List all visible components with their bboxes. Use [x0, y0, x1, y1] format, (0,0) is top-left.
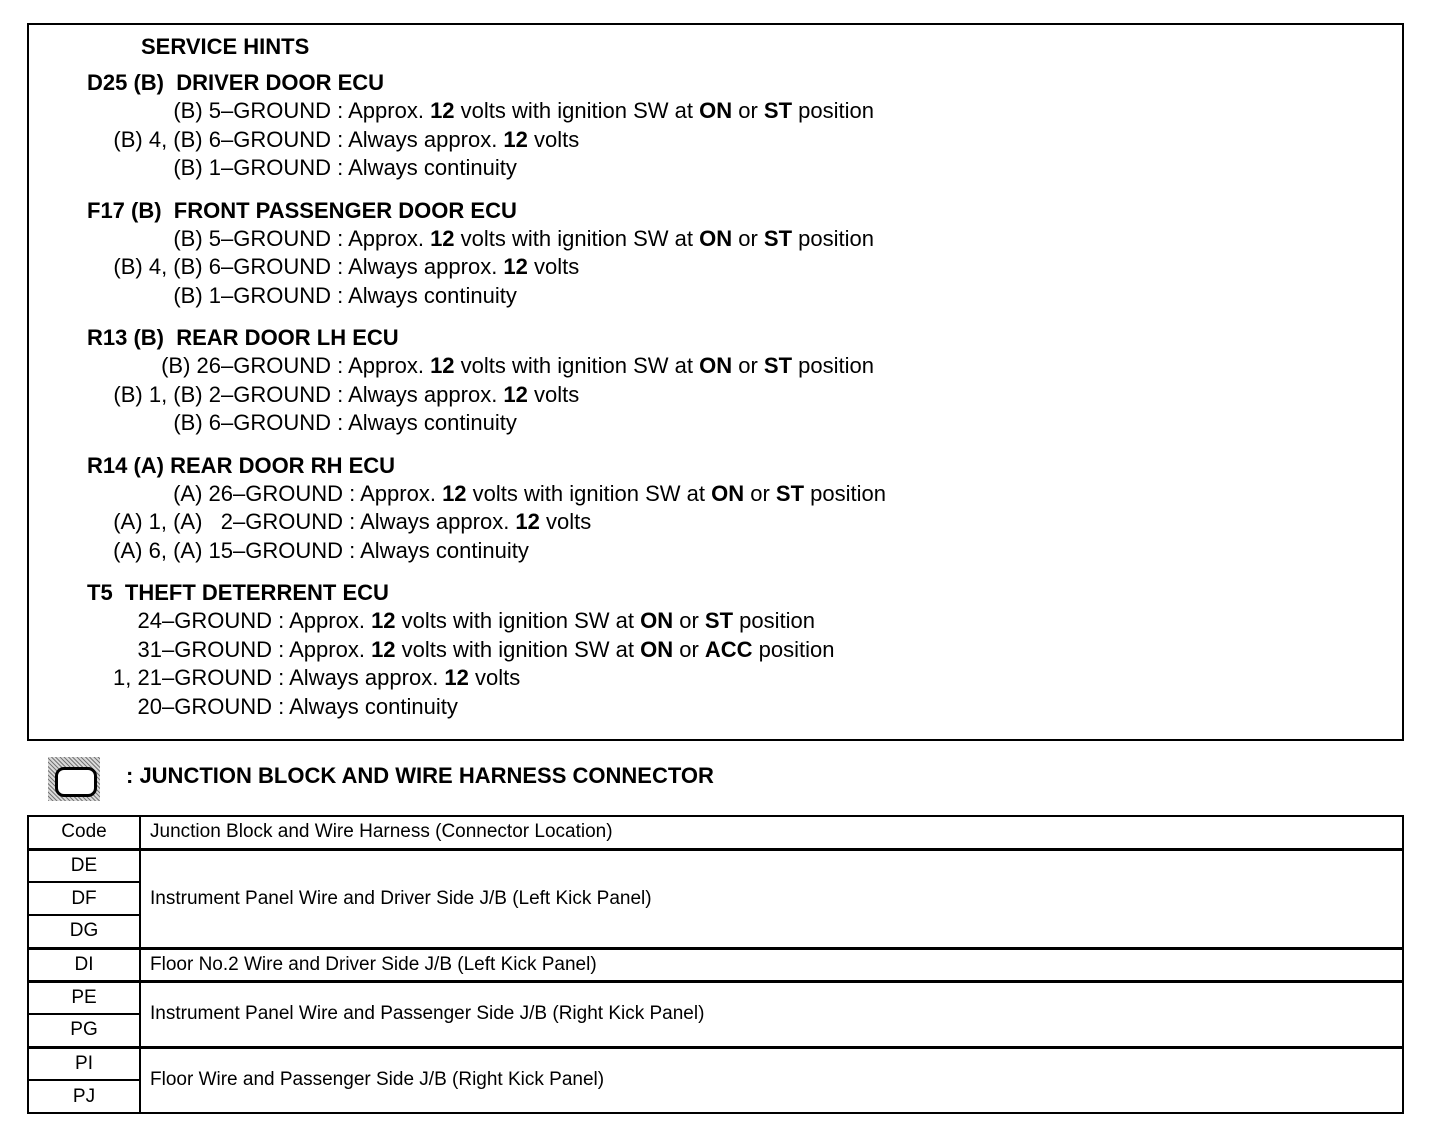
hint-value-bold: ST: [704, 608, 734, 633]
hint-separator: :: [272, 665, 290, 690]
hint-text: Approx.: [289, 608, 372, 633]
hint-value-bold: 12: [503, 254, 528, 279]
table-row: [28, 1047, 1403, 1080]
hint-separator: :: [331, 353, 349, 378]
code-cell: DF: [28, 882, 140, 915]
hint-text: volts with ignition SW at: [466, 480, 712, 506]
hint-section: [87, 197, 1387, 311]
hint-text: Approx.: [360, 480, 443, 506]
hint-separator: :: [331, 155, 349, 180]
hint-separator: :: [331, 126, 349, 152]
hint-text: position: [792, 98, 874, 123]
hint-separator: :: [331, 381, 349, 407]
hint-line: [87, 636, 1387, 665]
hint-value-bold: 12: [515, 509, 540, 534]
hint-value-bold: ST: [763, 98, 793, 123]
hint-text: position: [792, 353, 874, 378]
hint-line: [87, 253, 1387, 282]
hint-line: [87, 154, 1387, 183]
hint-line: [87, 607, 1387, 636]
hint-text: Approx.: [348, 225, 431, 251]
hint-terminals: (B) 5–GROUND: [173, 225, 331, 251]
header-location: Junction Block and Wire Harness (Connector Location): [140, 816, 1403, 849]
hint-terminals: (A) 6, (A) 15–GROUND: [113, 537, 343, 563]
hint-value-bold: ON: [640, 608, 674, 633]
hint-separator: :: [331, 98, 349, 123]
hint-line: [87, 381, 1387, 410]
table-row: [28, 849, 1403, 882]
hint-text: volts with ignition SW at: [454, 225, 700, 251]
hint-terminals: (B) 5–GROUND: [173, 98, 331, 123]
code-cell: DG: [28, 915, 140, 948]
hint-terminals: (B) 26–GROUND: [161, 353, 331, 378]
hint-line: [87, 508, 1387, 537]
hint-value-bold: ON: [640, 636, 674, 662]
legend-text: : JUNCTION BLOCK AND WIRE HARNESS CONNECTOR: [126, 763, 714, 788]
hint-text: volts: [527, 254, 580, 279]
hint-text: Always approx.: [348, 381, 504, 407]
hint-line: [87, 225, 1387, 254]
hint-terminals: 31–GROUND: [137, 636, 272, 662]
hint-line: [87, 126, 1387, 155]
hint-value-bold: ACC: [704, 636, 753, 662]
hint-text: position: [752, 636, 835, 662]
hint-text: position: [792, 225, 874, 251]
code-cell: PG: [28, 1014, 140, 1047]
code-cell: PE: [28, 981, 140, 1014]
hint-terminals: (A) 1, (A) 2–GROUND: [113, 509, 343, 534]
hint-text: volts: [527, 126, 580, 152]
hint-text: Approx.: [348, 353, 431, 378]
hint-section-heading: D25 (B) DRIVER DOOR ECU: [87, 70, 385, 95]
hint-section-heading: R14 (A) REAR DOOR RH ECU: [87, 452, 396, 478]
junction-block-connector-icon: [48, 757, 100, 801]
table-header-row: [28, 816, 1403, 849]
hint-value-bold: ST: [763, 353, 793, 378]
hint-separator: :: [331, 282, 349, 308]
hint-terminals: (B) 1–GROUND: [173, 155, 331, 180]
hint-section-heading: R13 (B) REAR DOOR LH ECU: [87, 325, 399, 350]
service-hints-box: [27, 23, 1404, 741]
hint-text: position: [733, 608, 815, 633]
hint-terminals: (B) 1, (B) 2–GROUND: [113, 381, 331, 407]
hint-terminals: (B) 1–GROUND: [173, 282, 331, 308]
hint-line: [87, 480, 1387, 509]
legend: [44, 757, 944, 805]
hint-text: or: [732, 225, 764, 251]
hint-section: [87, 579, 1387, 721]
hint-value-bold: 12: [503, 381, 528, 407]
hint-line: [87, 693, 1387, 722]
hint-text: Always approx.: [360, 509, 516, 534]
hint-separator: :: [331, 410, 349, 435]
hint-text: Approx.: [348, 98, 431, 123]
hint-terminals: (A) 26–GROUND: [173, 480, 343, 506]
hint-separator: :: [272, 693, 290, 719]
code-cell: DI: [28, 948, 140, 981]
hint-terminals: 1, 21–GROUND: [113, 665, 272, 690]
hint-section: [87, 69, 1387, 183]
hint-terminals: (B) 4, (B) 6–GROUND: [113, 126, 331, 152]
hint-separator: :: [272, 636, 290, 662]
hint-section-heading: T5 THEFT DETERRENT ECU: [87, 580, 389, 605]
hint-text: Approx.: [289, 636, 372, 662]
hint-line: [87, 352, 1387, 381]
hint-line: [87, 537, 1387, 566]
hint-text: Always approx.: [289, 665, 445, 690]
hint-text: or: [744, 480, 776, 506]
hint-value-bold: ON: [699, 225, 733, 251]
hint-terminals: (B) 4, (B) 6–GROUND: [113, 254, 331, 279]
hint-value-bold: 12: [442, 480, 467, 506]
hint-text: or: [732, 98, 764, 123]
location-cell: Floor Wire and Passenger Side J/B (Right Kick Panel): [140, 1047, 1403, 1113]
hint-text: volts with ignition SW at: [454, 353, 700, 378]
hint-value-bold: 12: [430, 225, 455, 251]
hint-value-bold: ST: [763, 225, 793, 251]
hint-line: [87, 97, 1387, 126]
code-cell: PI: [28, 1047, 140, 1080]
hint-line: [87, 282, 1387, 311]
hint-terminals: 20–GROUND: [137, 693, 272, 719]
hint-value-bold: ON: [699, 98, 733, 123]
hint-line: [87, 664, 1387, 693]
hint-separator: :: [272, 608, 290, 633]
header-code: Code: [28, 816, 140, 849]
hint-section: [87, 324, 1387, 438]
hint-text: Always approx.: [348, 254, 504, 279]
table-body: [28, 849, 1403, 1113]
table-row: [28, 948, 1403, 981]
hint-value-bold: 12: [430, 98, 455, 123]
hint-text: volts: [527, 381, 580, 407]
hint-value-bold: ST: [775, 480, 805, 506]
hint-separator: :: [343, 509, 361, 534]
hint-line: [87, 409, 1387, 438]
hint-terminals: 24–GROUND: [137, 608, 272, 633]
hint-terminals: (B) 6–GROUND: [173, 410, 331, 435]
hint-value-bold: 12: [503, 126, 528, 152]
hint-value-bold: ON: [699, 353, 733, 378]
hint-text: Always continuity: [348, 282, 517, 308]
hint-text: Always continuity: [348, 410, 517, 435]
hint-text: position: [804, 480, 886, 506]
hint-value-bold: ON: [711, 480, 745, 506]
hint-value-bold: 12: [371, 636, 396, 662]
location-cell: Instrument Panel Wire and Passenger Side J/B (Right Kick Panel): [140, 981, 1403, 1047]
hint-text: volts: [468, 665, 521, 690]
hint-section-heading: F17 (B) FRONT PASSENGER DOOR ECU: [87, 197, 517, 223]
hint-text: volts with ignition SW at: [395, 608, 641, 633]
hint-section: [87, 452, 1387, 566]
junction-block-table: [27, 815, 1404, 1114]
hint-text: volts with ignition SW at: [454, 98, 700, 123]
hint-separator: :: [331, 225, 349, 251]
hint-text: Always continuity: [360, 537, 529, 563]
hint-text: Always continuity: [289, 693, 458, 719]
table-row: [28, 981, 1403, 1014]
hint-text: volts: [539, 509, 592, 534]
hint-text: volts with ignition SW at: [395, 636, 641, 662]
hint-text: or: [673, 636, 705, 662]
service-hints-content: [87, 69, 1387, 721]
location-cell: Instrument Panel Wire and Driver Side J/B (Left Kick Panel): [140, 849, 1403, 948]
service-hints-title: SERVICE HINTS: [129, 35, 321, 59]
code-cell: DE: [28, 849, 140, 882]
hint-text: or: [732, 353, 764, 378]
hint-separator: :: [343, 537, 361, 563]
hint-separator: :: [331, 254, 349, 279]
hint-text: or: [673, 608, 705, 633]
hint-text: Always approx.: [348, 126, 504, 152]
code-cell: PJ: [28, 1080, 140, 1113]
location-cell: Floor No.2 Wire and Driver Side J/B (Left Kick Panel): [140, 948, 1403, 981]
hint-value-bold: 12: [371, 608, 396, 633]
hint-value-bold: 12: [444, 665, 469, 690]
hint-value-bold: 12: [430, 353, 455, 378]
hint-separator: :: [343, 480, 361, 506]
hint-text: Always continuity: [348, 155, 517, 180]
